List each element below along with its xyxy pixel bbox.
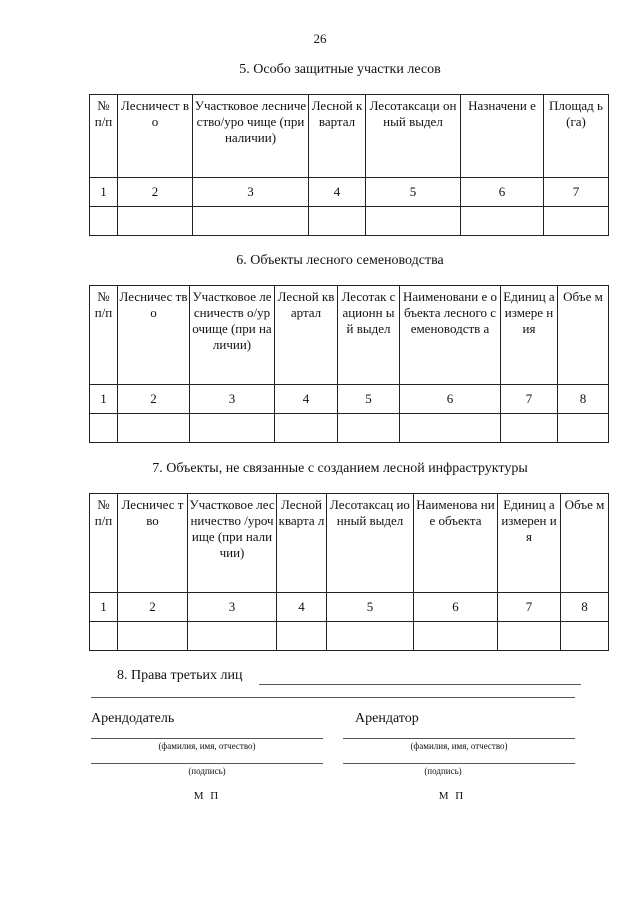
lessor-signature-caption: (подпись)	[188, 766, 226, 776]
number-cell: 5	[338, 385, 400, 414]
empty-cell	[90, 207, 118, 236]
section-6-title: 6. Объекты лесного семеноводства	[236, 253, 444, 268]
number-cell: 1	[90, 385, 118, 414]
table-number-row	[90, 593, 609, 622]
number-cell: 6	[461, 178, 544, 207]
number-cell: 6	[414, 593, 498, 622]
lessee-name-caption: (фамилия, имя, отчество)	[410, 741, 508, 751]
header-cell: Лесотаксац ионный выдел	[327, 494, 414, 593]
lessee-title: Арендатор	[355, 711, 419, 726]
table-header-row	[90, 494, 609, 593]
empty-cell	[338, 414, 400, 443]
number-cell: 1	[90, 593, 118, 622]
empty-cell	[118, 622, 188, 651]
header-cell: Объе м	[558, 286, 609, 385]
lessor-title: Арендодатель	[91, 711, 175, 726]
header-cell: Единиц а измере ния	[501, 286, 558, 385]
number-cell: 7	[501, 385, 558, 414]
lessee-name-line	[343, 738, 575, 739]
number-cell: 2	[118, 385, 190, 414]
lessee-signature-line	[343, 763, 575, 764]
header-cell: Единиц а измерен ия	[498, 494, 561, 593]
number-cell: 2	[118, 178, 193, 207]
section-5-table	[89, 94, 609, 236]
empty-cell	[414, 622, 498, 651]
empty-cell	[366, 207, 461, 236]
page-number: 26	[313, 31, 327, 46]
header-cell: Участковое лесничество/уро чище (при наличии)	[193, 95, 309, 178]
section-7-table	[89, 493, 609, 651]
header-cell: № п/п	[90, 494, 118, 593]
lessee-stamp-mark: М П	[438, 790, 466, 802]
table-header-row	[90, 286, 609, 385]
number-cell: 4	[309, 178, 366, 207]
table-header-row	[90, 95, 609, 178]
number-cell: 1	[90, 178, 118, 207]
header-cell: Лесной квартал	[309, 95, 366, 178]
empty-cell	[561, 622, 609, 651]
header-cell: Лесничест во	[118, 95, 193, 178]
empty-cell	[118, 414, 190, 443]
header-cell: № п/п	[90, 95, 118, 178]
number-cell: 5	[366, 178, 461, 207]
number-cell: 3	[193, 178, 309, 207]
header-cell: Объе м	[561, 494, 609, 593]
lessor-name-line	[91, 738, 323, 739]
lessor-name-caption: (фамилия, имя, отчество)	[158, 741, 256, 751]
header-cell: Лесной квартал	[275, 286, 338, 385]
number-cell: 2	[118, 593, 188, 622]
number-cell: 4	[275, 385, 338, 414]
lessor-signature-line	[91, 763, 323, 764]
empty-cell	[498, 622, 561, 651]
header-cell: Лесотаксаци онный выдел	[366, 95, 461, 178]
header-cell: Лесничес тво	[118, 286, 190, 385]
empty-cell	[188, 622, 277, 651]
empty-cell	[277, 622, 327, 651]
number-cell: 7	[544, 178, 609, 207]
header-cell: Наименова ние объекта	[414, 494, 498, 593]
number-cell: 8	[561, 593, 609, 622]
header-cell: Лесничес тво	[118, 494, 188, 593]
header-cell: Площад ь (га)	[544, 95, 609, 178]
number-cell: 8	[558, 385, 609, 414]
empty-cell	[309, 207, 366, 236]
empty-cell	[118, 207, 193, 236]
table-empty-row	[90, 207, 609, 236]
lessor-stamp-mark: М П	[193, 790, 221, 802]
empty-cell	[90, 414, 118, 443]
table-empty-row	[90, 622, 609, 651]
section-6-table	[89, 285, 609, 443]
empty-cell	[193, 207, 309, 236]
header-cell: Назначени е	[461, 95, 544, 178]
lessee-signature-caption: (подпись)	[424, 766, 462, 776]
number-cell: 5	[327, 593, 414, 622]
empty-cell	[90, 622, 118, 651]
number-cell: 3	[190, 385, 275, 414]
empty-cell	[275, 414, 338, 443]
header-cell: Участковое лесничество /урочище (при наличии)	[188, 494, 277, 593]
table-number-row	[90, 178, 609, 207]
empty-cell	[501, 414, 558, 443]
third-party-rights-label: 8. Права третьих лиц	[117, 668, 243, 683]
section-5-title: 5. Особо защитные участки лесов	[239, 62, 441, 77]
third-party-rights-line	[259, 684, 581, 685]
header-cell: Лесотак сационн ый выдел	[338, 286, 400, 385]
header-cell: Наименовани е объекта лесного семеноводств а	[400, 286, 501, 385]
empty-cell	[190, 414, 275, 443]
number-cell: 7	[498, 593, 561, 622]
number-cell: 6	[400, 385, 501, 414]
empty-cell	[544, 207, 609, 236]
number-cell: 4	[277, 593, 327, 622]
empty-cell	[461, 207, 544, 236]
number-cell: 3	[188, 593, 277, 622]
empty-cell	[558, 414, 609, 443]
header-cell: Участковое лесничеств о/урочище (при наличии)	[190, 286, 275, 385]
table-number-row	[90, 385, 609, 414]
section-7-title: 7. Объекты, не связанные с созданием лесной инфраструктуры	[152, 461, 528, 476]
table-empty-row	[90, 414, 609, 443]
header-cell: № п/п	[90, 286, 118, 385]
empty-cell	[400, 414, 501, 443]
third-party-rights-line-2	[91, 697, 575, 698]
header-cell: Лесной кварта л	[277, 494, 327, 593]
empty-cell	[327, 622, 414, 651]
